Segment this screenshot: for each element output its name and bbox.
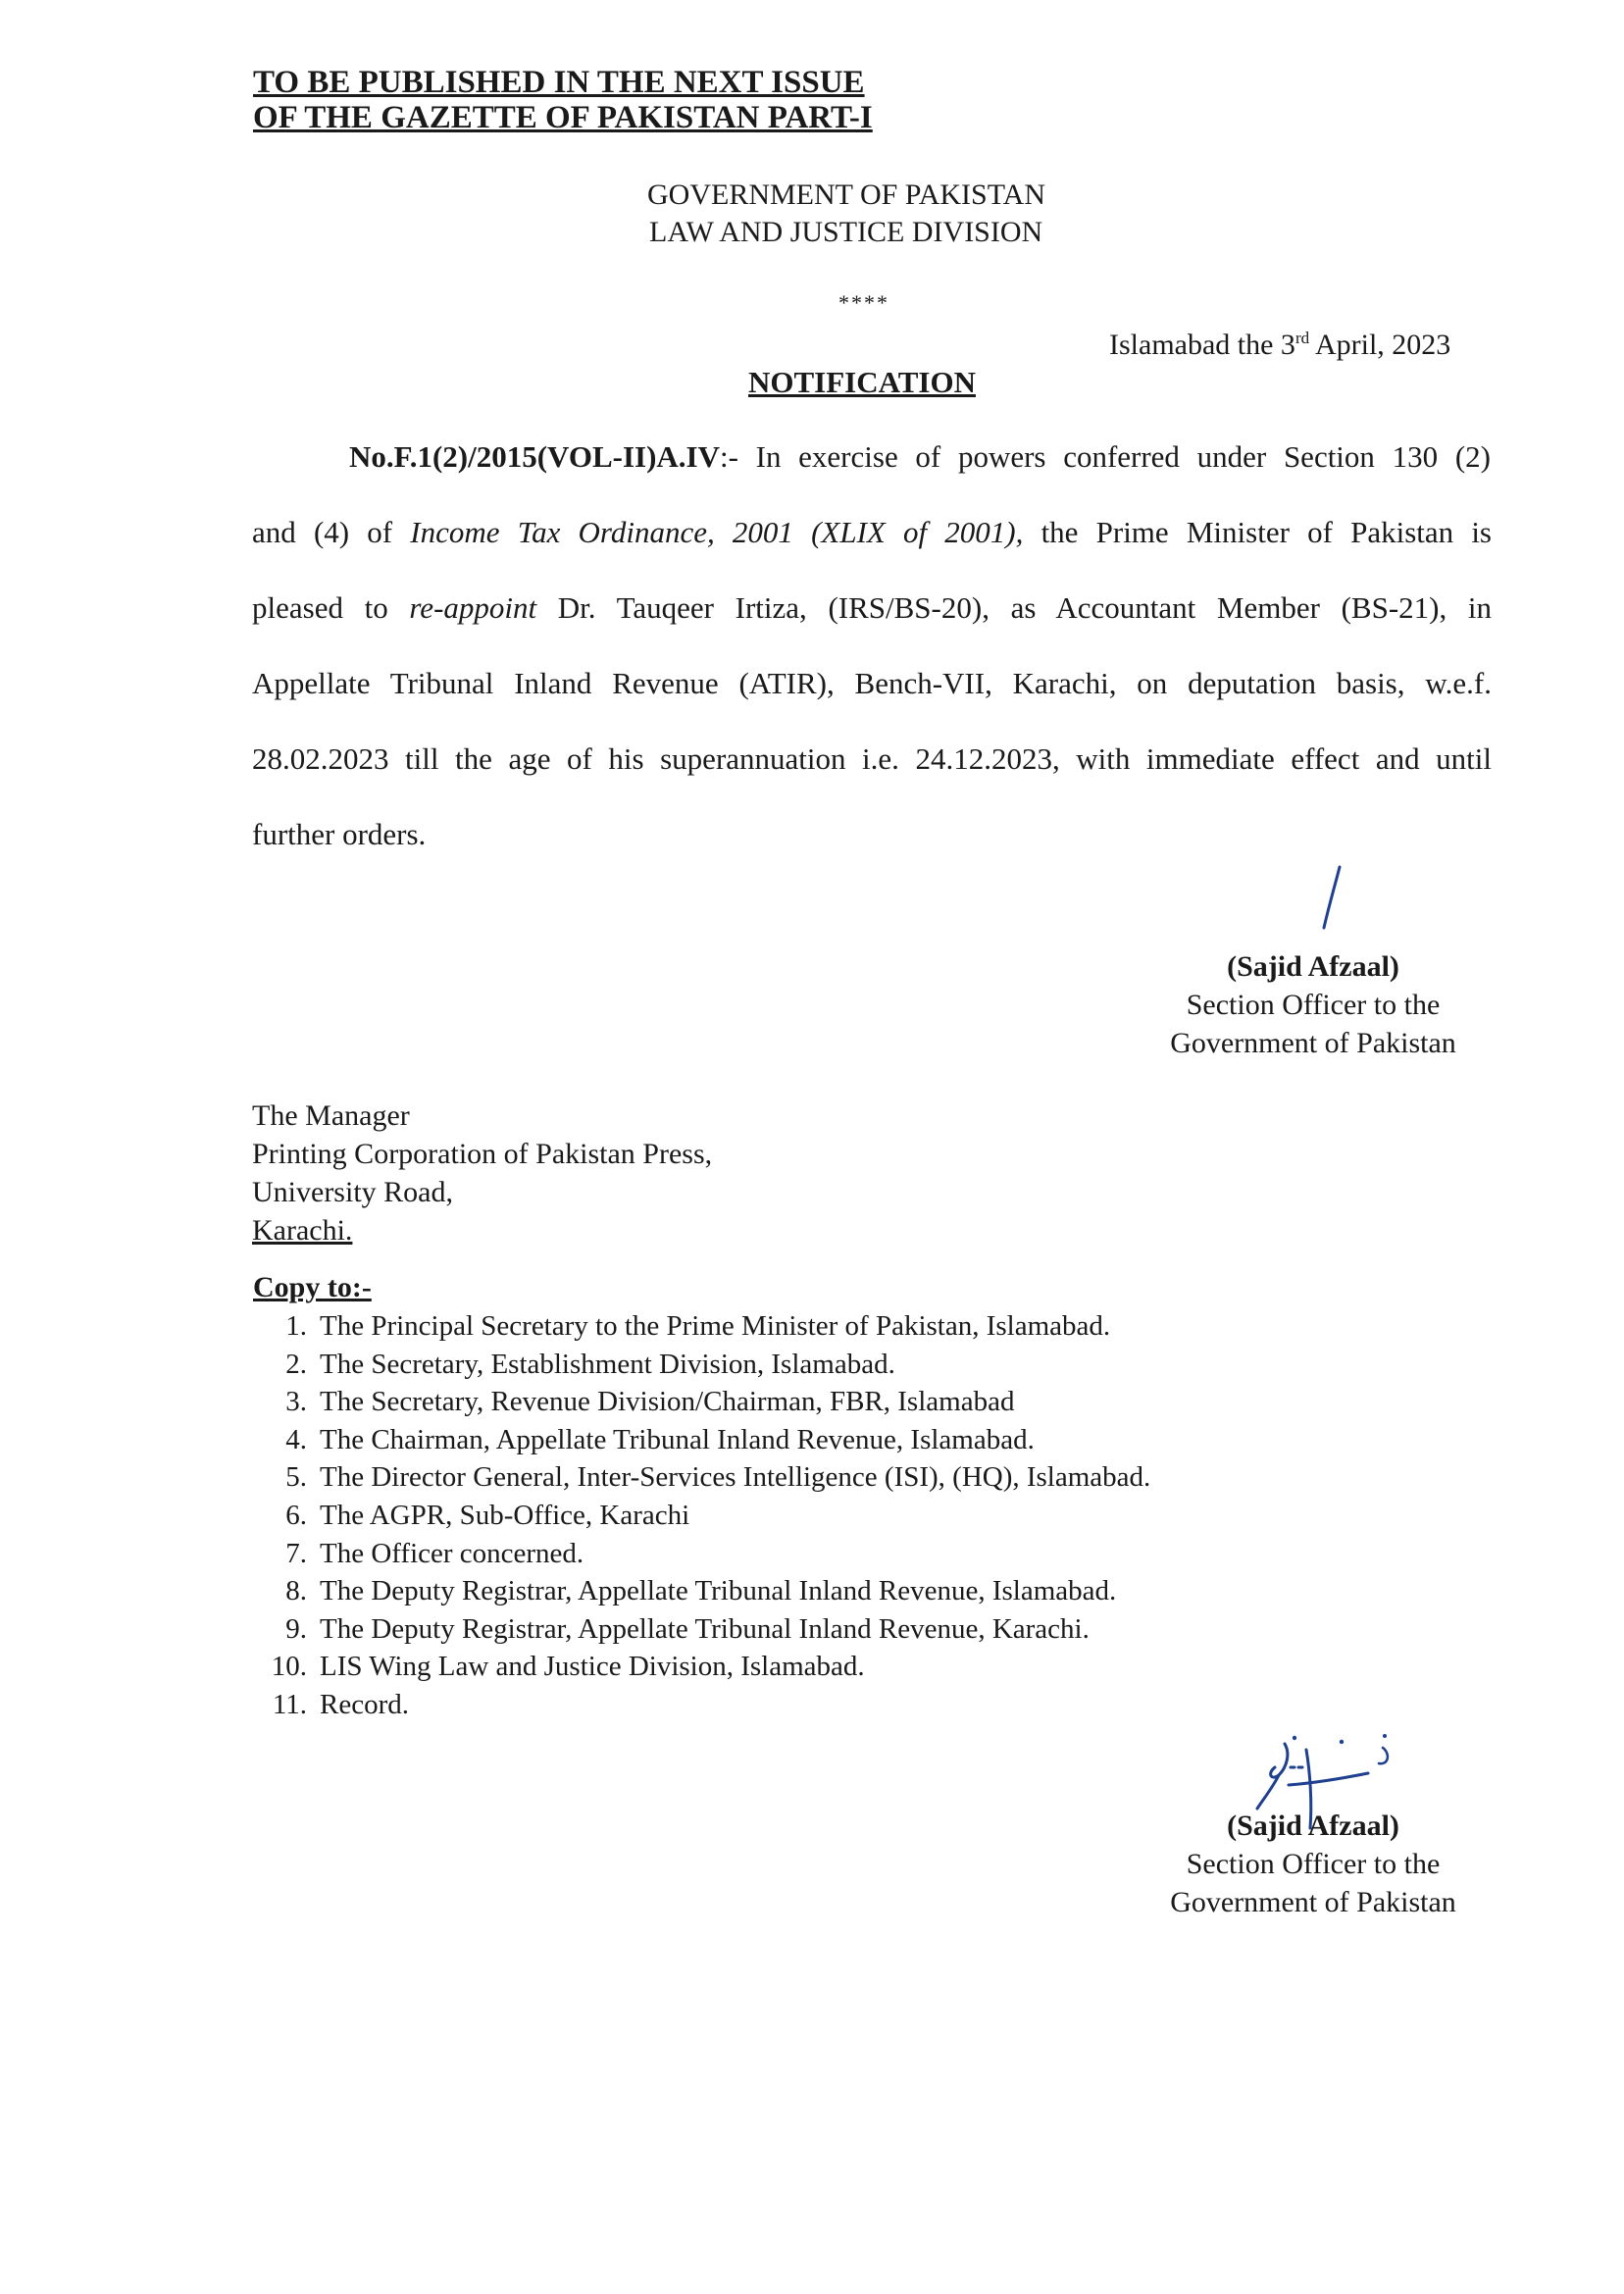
body-line-3: pleased to re-appoint Dr. Tauqeer Irtiza, (IRS/BS-20), as Accountant Member (BS-21), in <box>252 590 1492 625</box>
notification-number: No.F.1(2)/2015(VOL-II)A.IV <box>349 439 720 474</box>
copy-to-item-number: 8. <box>285 1575 307 1607</box>
copy-to-item-text: The Chairman, Appellate Tribunal Inland Revenue, Islamabad. <box>320 1423 1035 1455</box>
copy-to-item-number: 3. <box>285 1386 307 1418</box>
copy-to-item-number: 10. <box>271 1651 307 1683</box>
copy-to-item <box>252 1648 1429 1686</box>
copy-to-item-number: 2. <box>285 1348 307 1380</box>
signature-block-2 <box>1137 1807 1490 1921</box>
body-line-2: and (4) of Income Tax Ordinance, 2001 (XLIX of 2001), the Prime Minister of Pakistan is <box>252 515 1492 549</box>
body-line-1: No.F.1(2)/2015(VOL-II)A.IV:- In exercise of powers conferred under Section 130 (2) <box>349 439 1491 474</box>
copy-to-item-text: The Secretary, Revenue Division/Chairman, FBR, Islamabad <box>320 1386 1015 1418</box>
addressee-city: Karachi. <box>252 1214 353 1247</box>
signatory-name: (Sajid Afzaal) <box>1227 1810 1399 1842</box>
copy-to-item-text: The Principal Secretary to the Prime Minister of Pakistan, Islamabad. <box>320 1310 1111 1342</box>
signatory-title-line2: Government of Pakistan <box>1170 1886 1456 1918</box>
copy-to-item <box>252 1686 1429 1724</box>
division-heading: LAW AND JUSTICE DIVISION <box>649 216 1043 248</box>
signatory-title-line1: Section Officer to the <box>1186 989 1441 1021</box>
copy-to-item-text: Record. <box>320 1688 409 1720</box>
signatory-title-line2: Government of Pakistan <box>1170 1027 1456 1059</box>
copy-to-list <box>252 1307 1429 1724</box>
copy-to-item <box>252 1497 1429 1535</box>
signature-block-1 <box>1137 947 1490 1062</box>
separator-stars: **** <box>838 290 889 315</box>
copy-to-item-number: 1. <box>285 1310 307 1342</box>
copy-to-item-text: The AGPR, Sub-Office, Karachi <box>320 1499 690 1531</box>
copy-to-item-text: The Officer concerned. <box>320 1537 584 1569</box>
copy-to-item-number: 7. <box>285 1537 307 1569</box>
copy-to-item <box>252 1610 1429 1649</box>
copy-to-item-text: LIS Wing Law and Justice Division, Islamabad. <box>320 1651 865 1683</box>
copy-to-item-text: The Director General, Inter-Services Intelligence (ISI), (HQ), Islamabad. <box>320 1461 1151 1494</box>
addressee-line2: Printing Corporation of Pakistan Press, <box>252 1138 713 1170</box>
copy-to-item <box>252 1421 1429 1459</box>
notification-title: NOTIFICATION <box>748 365 976 399</box>
copy-to-item <box>252 1383 1429 1421</box>
copy-to-title: Copy to:- <box>253 1271 372 1303</box>
addressee-block <box>252 1096 712 1249</box>
ordinance-name: Income Tax Ordinance, 2001 (XLIX of 2001), <box>410 515 1024 549</box>
copy-to-item-number: 5. <box>285 1461 307 1494</box>
addressee-line1: The Manager <box>252 1099 410 1132</box>
body-line-4: Appellate Tribunal Inland Revenue (ATIR), Bench-VII, Karachi, on deputation basis, w.e.f. <box>252 666 1492 700</box>
copy-to-item-number: 9. <box>285 1612 307 1645</box>
copy-to-item-text: The Deputy Registrar, Appellate Tribunal Inland Revenue, Karachi. <box>320 1612 1090 1645</box>
notification-date: Islamabad the 3rd April, 2023 <box>1109 329 1451 361</box>
copy-to-item <box>252 1572 1429 1610</box>
copy-to-item-number: 4. <box>285 1423 307 1455</box>
copy-to-item <box>252 1535 1429 1573</box>
body-line-5: 28.02.2023 till the age of his superannuation i.e. 24.12.2023, with immediate effect and until <box>252 741 1492 776</box>
reappoint-term: re-appoint <box>409 590 537 625</box>
copy-to-item <box>252 1346 1429 1384</box>
publish-notice-line1: TO BE PUBLISHED IN THE NEXT ISSUE <box>253 65 865 100</box>
copy-to-item-number: 11. <box>272 1688 307 1720</box>
copy-to-item <box>252 1307 1429 1346</box>
copy-to-item-text: The Secretary, Establishment Division, Islamabad. <box>320 1348 895 1380</box>
body-line-6: further orders. <box>252 817 427 851</box>
signatory-title-line1: Section Officer to the <box>1186 1848 1441 1880</box>
publish-notice-line2: OF THE GAZETTE OF PAKISTAN PART-I <box>253 100 873 135</box>
government-heading: GOVERNMENT OF PAKISTAN <box>647 178 1045 211</box>
copy-to-item-number: 6. <box>285 1499 307 1531</box>
copy-to-item-text: The Deputy Registrar, Appellate Tribunal Inland Revenue, Islamabad. <box>320 1575 1117 1607</box>
signature-mark-1 <box>1314 863 1353 932</box>
addressee-line3: University Road, <box>252 1176 453 1208</box>
signatory-name: (Sajid Afzaal) <box>1227 950 1399 983</box>
copy-to-item <box>252 1458 1429 1497</box>
